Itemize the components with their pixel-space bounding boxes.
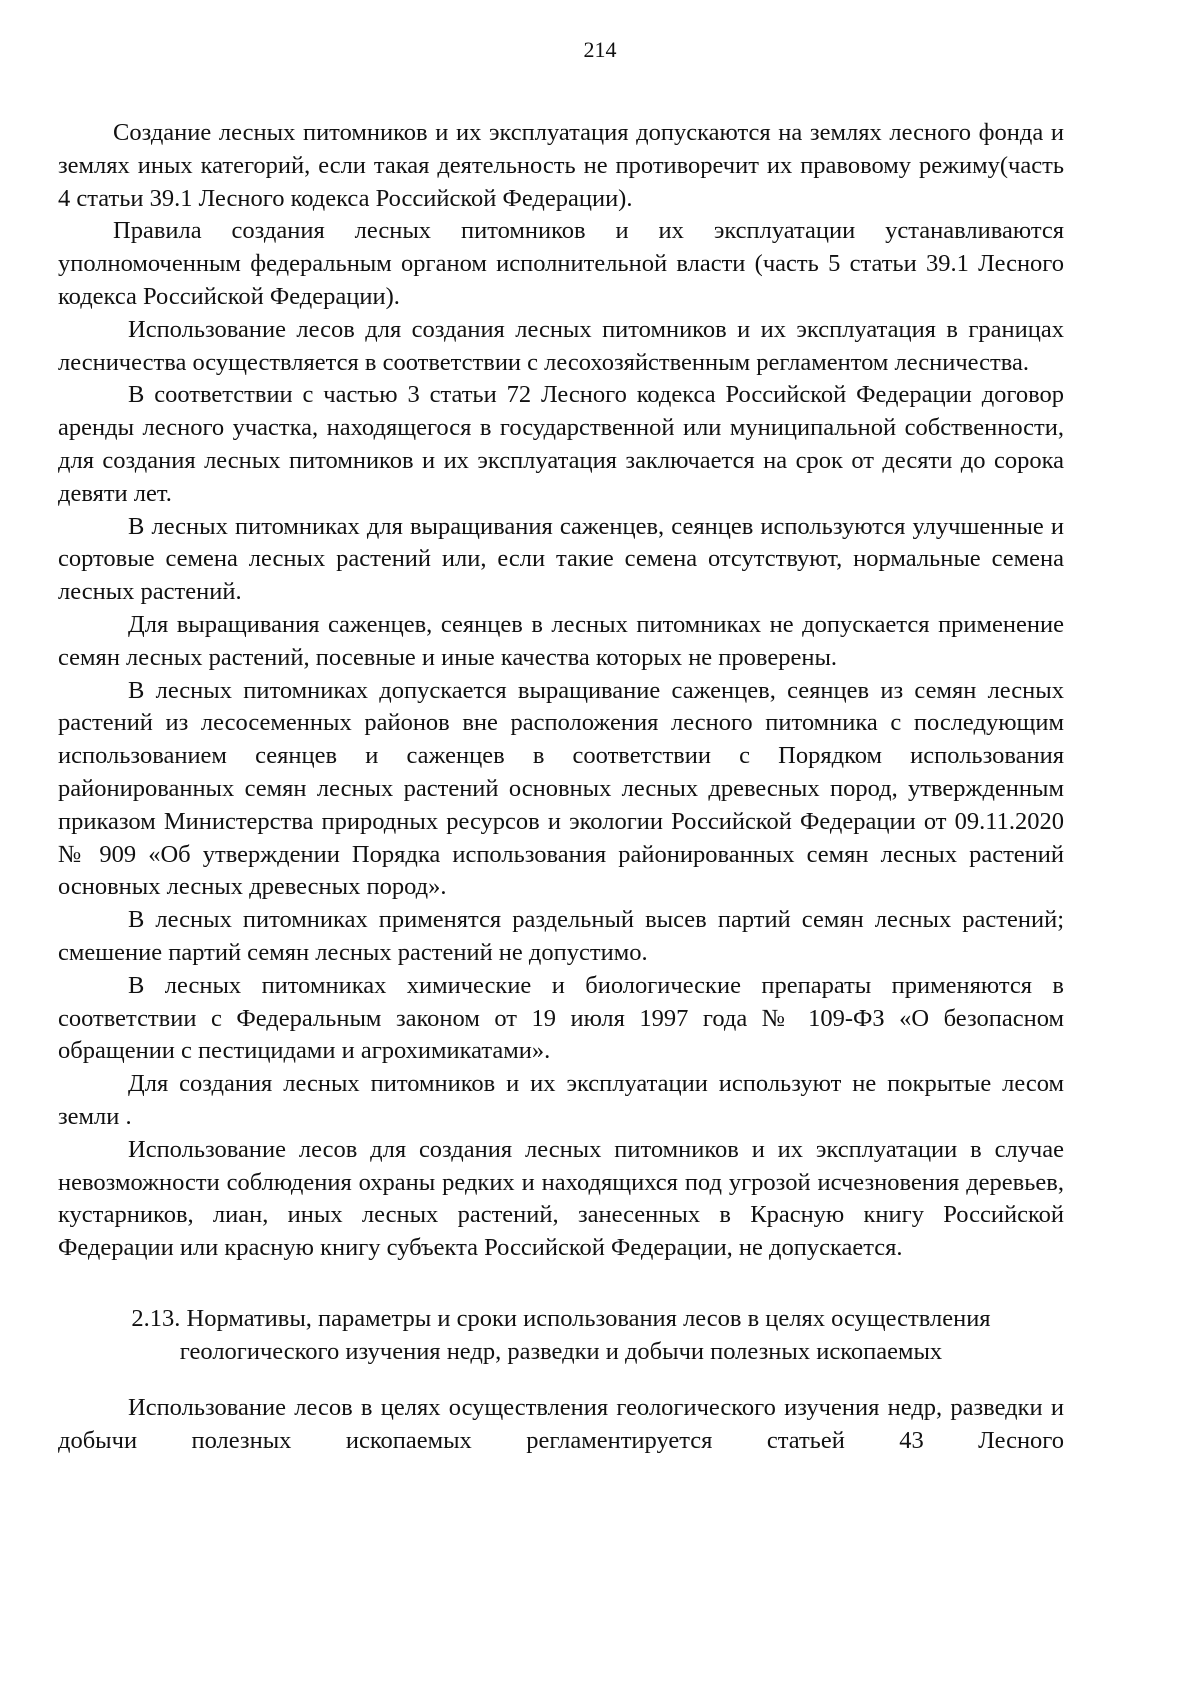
paragraph: В лесных питомниках применятся раздельный высев партий семян лесных растений; смешение партий семян лесных растений не допустимо. — [58, 906, 1064, 966]
paragraph: В соответствии с частью 3 статьи 72 Лесного кодекса Российской Федерации договор аренды лесного участка, находящегося в государственной или муниципальной собственности, для создания лесных питомников и их эксплуатация заключается на срок от десяти до сорока девяти лет. — [58, 381, 1064, 507]
document-body — [58, 117, 1064, 1458]
page-number: 214 — [583, 37, 617, 62]
paragraph: Для выращивания саженцев, сеянцев в лесных питомниках не допускается применение семян лесных растений, посевные и иные качества которых не проверены. — [58, 610, 1064, 671]
section-heading-line: геологического изучения недр, разведки и добычи полезных ископаемых — [179, 1337, 943, 1365]
paragraph: Использование лесов для создания лесных питомников и их эксплуатации в случае невозможности соблюдения охраны редких и находящихся под угрозой исчезновения деревьев, кустарников, лиан, иных лесных растений, занесенных в Красную книгу Российской Федерации или красную книгу субъекта Российской Федерации, не допускается. — [58, 1135, 1064, 1262]
paragraph: В лесных питомниках химические и биологические препараты применяются в соответствии с Федеральным законом от 19 июля 1997 года № 109-ФЗ «О безопасном обращении с пестицидами и агрохимикатами». — [58, 971, 1064, 1065]
paragraph: В лесных питомниках допускается выращивание саженцев, сеянцев из семян лесных растений из лесосеменных районов вне расположения лесного питомника с последующим использованием сеянцев и саженцев в соответствии с Порядком использования районированных семян лесных растений основных лесных древесных пород, утвержденным приказом Министерства природных ресурсов и экологии Российской Федерации от 09.11.2020 № 909 «Об утверждении Порядка использования районированных семян лесных растений основных лесных древесных пород». — [58, 676, 1064, 901]
paragraph: Создание лесных питомников и их эксплуатация допускаются на землях лесного фонда и землях иных категорий, если такая деятельность не противоречит их правовому режиму(часть 4 статьи 39.1 Лесного кодекса Российской Федерации). — [58, 119, 1064, 212]
section-heading-line: 2.13. Нормативы, параметры и сроки использования лесов в целях осуществления — [131, 1304, 991, 1332]
paragraph: Использование лесов для создания лесных питомников и их эксплуатация в границах лесничества осуществляется в соответствии с лесохозяйственным регламентом лесничества. — [58, 315, 1064, 376]
section-heading — [58, 1303, 1064, 1369]
paragraph: Правила создания лесных питомников и их эксплуатации устанавливаются уполномоченным федеральным органом исполнительной власти (часть 5 статьи 39.1 Лесного кодекса Российской Федерации). — [58, 217, 1064, 310]
paragraph: В лесных питомниках для выращивания саженцев, сеянцев используются улучшенные и сортовые семена лесных растений или, если такие семена отсутствуют, нормальные семена лесных растений. — [58, 512, 1064, 606]
paragraph: Для создания лесных питомников и их эксплуатации используют не покрытые лесом земли . — [58, 1070, 1064, 1130]
paragraph: Использование лесов в целях осуществления геологического изучения недр, разведки и добычи полезных ископаемых регламентируется статьей 43 Лесного — [58, 1394, 1064, 1455]
